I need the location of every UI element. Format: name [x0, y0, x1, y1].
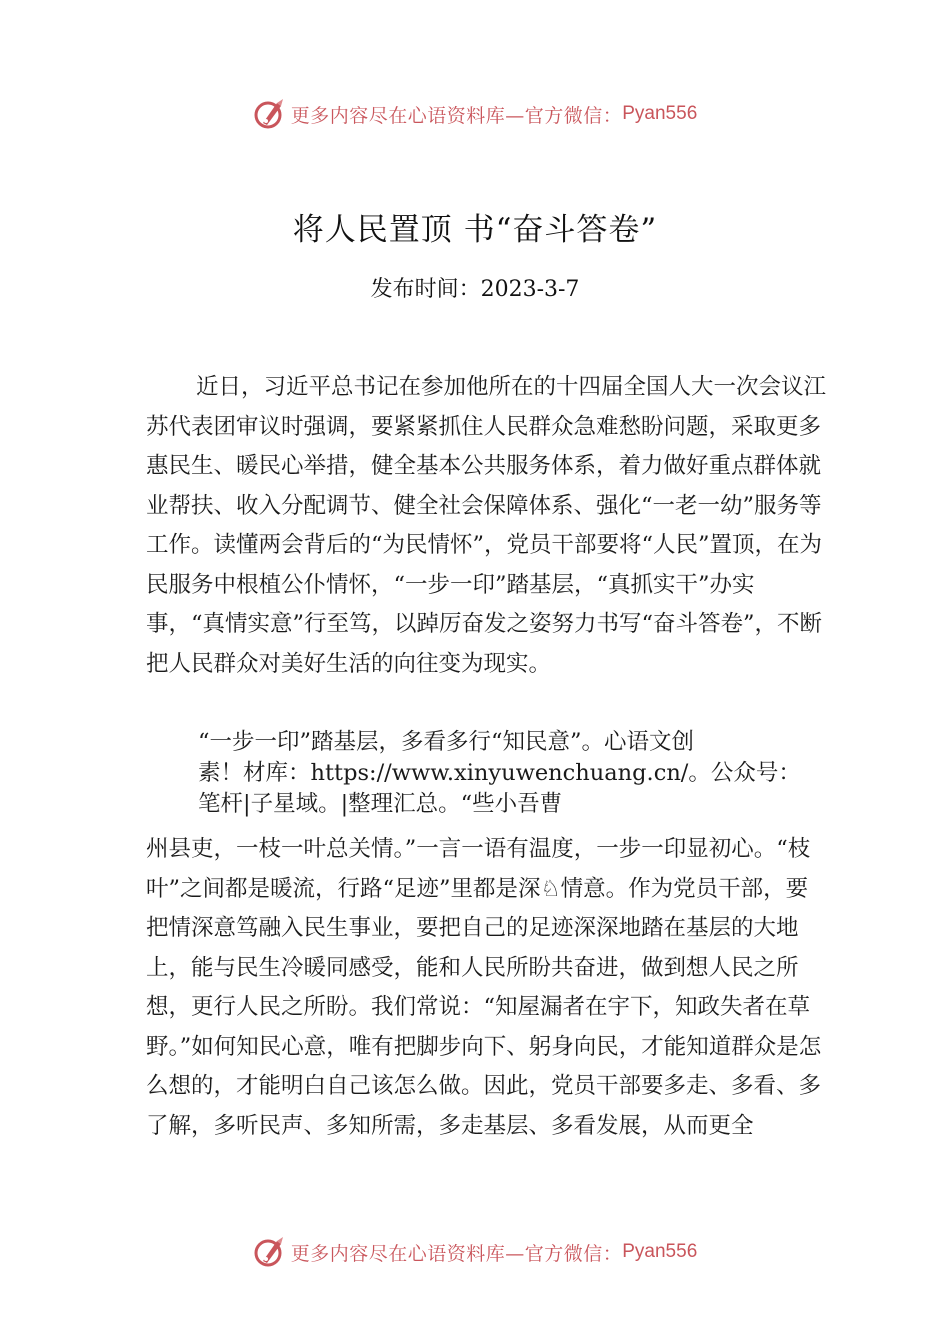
paragraph-2-line: 笔杆|子星域。|整理汇总。“些小吾曹	[198, 791, 563, 817]
watermark-wechat-id: Pyan556	[622, 1241, 698, 1262]
publish-date-value: 2023-3-7	[480, 277, 580, 302]
paragraph-2-line: “一步一印”踏基层，多看多行“知民意”。心语文创	[198, 729, 695, 755]
quill-pen-logo-icon	[253, 97, 287, 131]
article-paragraph-3: 州县吏，一枝一叶总关情。”一言一语有温度，一步一印显初心。“枝叶”之间都是暖流，行路“足迹”里都是深♘情意。作为党员干部，要把情深意笃融入民生事业，要把自己的足迹深深地踏在基层的大地上，能与民生冷暖同感受，能和人民所盼共奋进，做到想人民之所想，更行人民之所盼。我们常说：“知屋漏者在宇下，知政失者在草野。”如何知民心意，唯有把脚步向下、躬身向民，才能知道群众是怎么想的，才能明白自己该怎么做。因此，党员干部要多走、多看、多了解，多听民声、多知所需，多走基层、多看发展，从而更全	[146, 836, 822, 1139]
quill-pen-logo-icon	[253, 1235, 287, 1269]
article-paragraph-2	[198, 727, 838, 820]
watermark-text: 更多内容尽在心语资料库—官方微信：	[290, 104, 623, 127]
header-watermark	[0, 94, 950, 134]
article-title: 将人民置顶 书“奋斗答卷”	[292, 212, 658, 248]
footer-watermark	[0, 1232, 950, 1272]
publish-date-label: 发布时间：	[370, 277, 481, 302]
article-paragraph-1: 近日，习近平总书记在参加他所在的十四届全国人大一次会议江苏代表团审议时强调，要紧紧抓住人民群众急难愁盼问题，采取更多惠民生、暖民心举措，健全基本公共服务体系，着力做好重点群体就业帮扶、收入分配调节、健全社会保障体系、强化“一老一幼”服务等工作。读懂两会背后的“为民情怀”，党员干部要将“人民”置顶，在为民服务中根植公仆情怀，“一步一印”踏基层，“真抓实干”办实事，“真情实意”行至笃，以踔厉奋发之姿努力书写“奋斗答卷”，不断把人民群众对美好生活的向往变为现实。	[146, 374, 827, 677]
watermark-text: 更多内容尽在心语资料库—官方微信：	[290, 1242, 623, 1265]
paragraph-2-line: 素！材库：https://www.xinyuwenchuang.cn/。公众号：	[198, 760, 801, 786]
publish-date	[0, 272, 950, 303]
watermark-wechat-id: Pyan556	[622, 103, 698, 124]
